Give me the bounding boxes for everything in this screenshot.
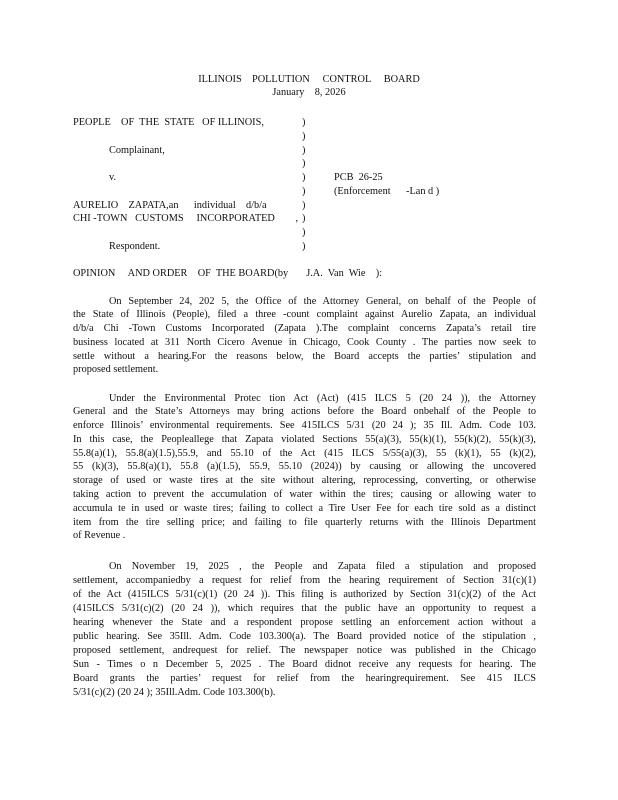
paragraph-line: settlement, accompaniedby a request for relief from the hearing requirement of Section 31(c)(1) <box>73 575 536 586</box>
paragraph-line: On September 24, 202 5, the Office of the Attorney General, on behalf of the People of <box>109 296 536 307</box>
paragraph-line: enforce Illinois’ environmental requirements. See 415ILCS 5/31 (20 24 ); 35 Ill. Adm. Code 103. <box>73 420 536 431</box>
paragraph-line: d/b/a Chi -Town Customs Incorporated (Zapata ).The complaint concerns Zapata’s retail tire <box>73 323 536 334</box>
paragraph-line: taking action to prevent the accumulation of water within the tires; causing or allowing water to <box>73 489 536 500</box>
caption-paren: ) <box>302 145 306 156</box>
caption-paren: ) <box>302 186 306 197</box>
versus-label: v. <box>109 172 117 183</box>
paragraph-line: hearing whenever the State and a respondent propose settling an enforcement action without a <box>73 617 536 628</box>
caption-paren: ) <box>302 117 306 128</box>
order-date: January 8, 2026 <box>272 87 346 98</box>
defendant-line-2: CHI -TOWN CUSTOMS INCORPORATED , <box>73 213 299 224</box>
paragraph-line: item from the tire selling price; and failing to file quarterly returns with the Illinois Department <box>73 517 536 528</box>
paragraph-line: public hearing. See 35Ill. Adm. Code 103.300(a). The Board provided notice of the stipulation , <box>73 631 536 642</box>
paragraph-line: On November 19, 2025 , the People and Zapata filed a stipulation and proposed <box>109 561 536 572</box>
case-number: PCB 26-25 <box>334 172 383 183</box>
case-type: (Enforcement -Lan d ) <box>334 186 440 197</box>
paragraph-line: settle without a hearing.For the reasons below, the Board accepts the parties’ stipulation and <box>73 351 536 362</box>
caption-paren: ) <box>302 158 306 169</box>
paragraph-line: accumula te in used or waste tires; failing to collect a Tire User Fee for each tire sold as a distinct <box>73 503 536 514</box>
paragraph-line: Board grants the parties’ request for relief from the hearingrequirement. See 415 ILCS <box>73 673 536 684</box>
paragraph-line: proposed settlement. <box>73 364 159 375</box>
complainant-label: Complainant, <box>109 145 165 156</box>
defendant-line-1: AURELIO ZAPATA,an individual d/b/a <box>73 200 267 211</box>
opinion-heading: OPINION AND ORDER OF THE BOARD(by J.A. Van Wie ): <box>73 268 383 279</box>
paragraph-line: of Revenue . <box>73 530 126 541</box>
respondent-label: Respondent. <box>109 241 161 252</box>
paragraph-line: (415ILCS 5/31(c)(2) (20 24 )), which requires that the public have an opportunity to request a <box>73 603 536 614</box>
caption-paren: ) <box>302 200 306 211</box>
paragraph-line: 5/31(c)(2) (20 24 ); 35Ill.Adm. Code 103.300(b). <box>73 687 276 698</box>
paragraph-line: Sun - Times o n December 5, 2025 . The Board didnot receive any requests for hearing. The <box>73 659 536 670</box>
paragraph-line: Under the Environmental Protec tion Act (Act) (415 ILCS 5 (20 24 )), the Attorney <box>109 393 536 404</box>
paragraph-line: of the Act (415ILCS 5/31(c)(1) (20 24 )). This filing is authorized by Section 31(c)(2) of the Act <box>73 589 536 600</box>
caption-paren: ) <box>302 172 306 183</box>
caption-paren: ) <box>302 241 306 252</box>
plaintiff-name: PEOPLE OF THE STATE OF ILLINOIS, <box>73 117 264 128</box>
agency-title: ILLINOIS POLLUTION CONTROL BOARD <box>198 74 420 85</box>
paragraph-line: storage of used or waste tires at the site without altering, reprocessing, converting, or otherwise <box>73 475 536 486</box>
caption-paren: ) <box>302 213 306 224</box>
paragraph-line: In this case, the Peopleallege that Zapata violated Sections 55(a)(3), 55(k)(1), 55(k)(2), 55(k)(3), <box>73 434 536 445</box>
paragraph-line: General and the State’s Attorneys may bring actions before the Board onbehalf of the People to <box>73 406 536 417</box>
paragraph-line: business located at 311 North Cicero Avenue in Chicago, Cook County . The parties now seek to <box>73 337 536 348</box>
caption-paren: ) <box>302 227 306 238</box>
paragraph-line: 55 (k)(3), 55.8(a)(1), 55.8 (a)(1.5), 55.9, 55.10 (2024)) by causing or allowing the uncovered <box>73 461 536 472</box>
paragraph-line: 55.8(a)(1), 55.8(a)(1.5),55.9, and 55.10 of the Act (415 ILCS 5/55(a)(3), 55 (k)(1), 55 (k)(2), <box>73 448 536 459</box>
paragraph-line: proposed settlement, andrequest for relief. The newspaper notice was published in the Chicago <box>73 645 536 656</box>
paragraph-line: the State of Illinois (People), filed a three -count complaint against Aurelio Zapata, an individual <box>73 309 536 320</box>
caption-paren: ) <box>302 131 306 142</box>
